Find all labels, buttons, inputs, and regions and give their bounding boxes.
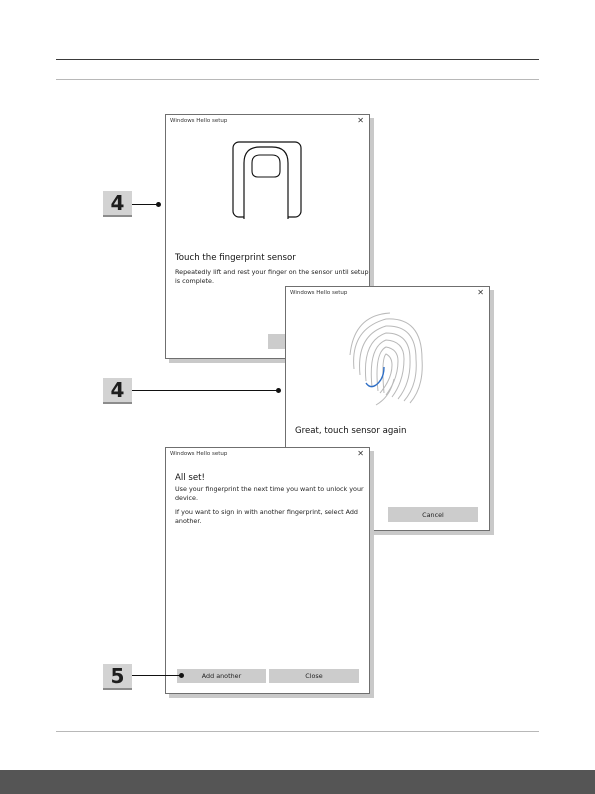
callout-leader bbox=[132, 390, 279, 391]
callout-dot bbox=[156, 202, 161, 207]
callout-leader bbox=[132, 204, 159, 205]
dialog-heading: All set! bbox=[175, 473, 205, 483]
close-icon[interactable]: ✕ bbox=[477, 288, 484, 297]
dialog-heading: Touch the fingerprint sensor bbox=[175, 253, 296, 263]
callout-leader bbox=[132, 675, 182, 676]
dialog-title: Windows Hello setup bbox=[170, 451, 228, 457]
header-subrule bbox=[56, 79, 539, 80]
step-badge: 5 bbox=[103, 664, 132, 690]
fingerprint-icon bbox=[346, 309, 428, 409]
step-badge: 4 bbox=[103, 191, 132, 217]
close-icon[interactable]: ✕ bbox=[357, 449, 364, 458]
dialog-body-line-1: Repeatedly lift and rest your finger on the sensor until setup bbox=[175, 268, 369, 276]
finger-on-sensor-icon bbox=[232, 141, 302, 219]
step-badge: 4 bbox=[103, 378, 132, 404]
dialog-body-line-1: Use your fingerprint the next time you want to unlock your bbox=[175, 485, 364, 493]
dialog-body-line-4: another. bbox=[175, 517, 202, 525]
callout-dot bbox=[276, 388, 281, 393]
dialog-title: Windows Hello setup bbox=[290, 290, 348, 296]
footer-rule bbox=[56, 731, 539, 732]
dialog-body-line-2: device. bbox=[175, 494, 199, 502]
cancel-button[interactable]: Cancel bbox=[388, 507, 478, 522]
close-icon[interactable]: ✕ bbox=[357, 116, 364, 125]
header-rule bbox=[56, 59, 539, 60]
dialog-body-line-2: is complete. bbox=[175, 277, 215, 285]
callout-dot bbox=[179, 673, 184, 678]
add-another-button[interactable]: Add another bbox=[177, 669, 266, 683]
dialog-heading: Great, touch sensor again bbox=[295, 426, 407, 436]
close-button[interactable]: Close bbox=[269, 669, 359, 683]
footer-bar bbox=[0, 770, 595, 794]
dialog-all-set bbox=[165, 447, 370, 694]
dialog-title: Windows Hello setup bbox=[170, 118, 228, 124]
dialog-body-line-3: If you want to sign in with another fingerprint, select Add bbox=[175, 508, 358, 516]
